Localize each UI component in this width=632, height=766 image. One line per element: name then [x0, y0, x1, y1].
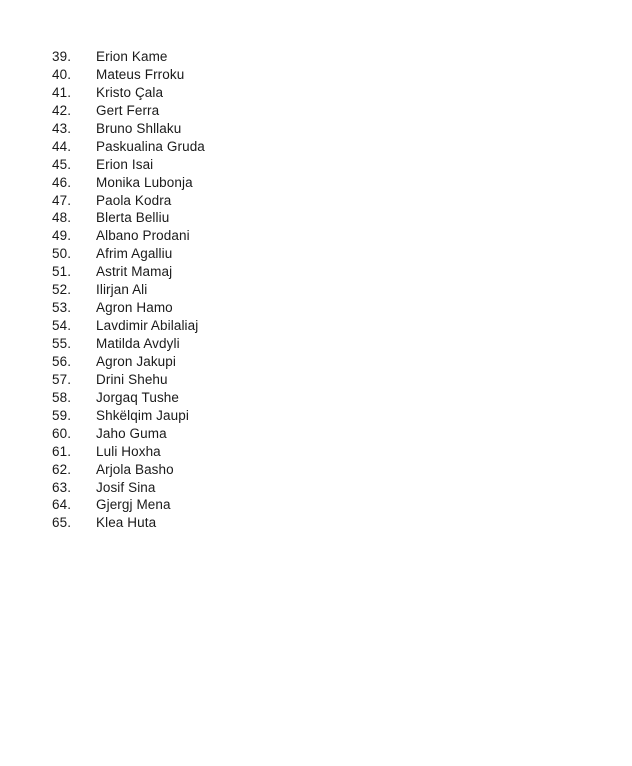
list-item — [52, 245, 205, 263]
list-item — [52, 461, 205, 479]
list-item-name: Lavdimir Abilaliaj — [96, 318, 199, 334]
list-item-number: 60. — [52, 425, 72, 441]
list-item-number: 45. — [52, 156, 72, 172]
list-item-number: 51. — [52, 264, 72, 280]
list-item — [52, 317, 205, 335]
list-item-number: 48. — [52, 210, 72, 226]
list-item — [52, 425, 205, 443]
list-item-name: Klea Huta — [96, 515, 157, 531]
list-item-number: 58. — [52, 389, 72, 405]
list-item-name: Jorgaq Tushe — [96, 389, 180, 405]
list-item-name: Kristo Çala — [96, 84, 164, 100]
list-item-number: 41. — [52, 84, 72, 100]
list-item-name: Matilda Avdyli — [96, 336, 180, 351]
list-item — [52, 209, 205, 227]
list-item-name: Drini Shehu — [96, 371, 168, 387]
list-item-number: 61. — [52, 443, 72, 459]
list-item-number: 63. — [52, 479, 72, 495]
list-item-number: 55. — [52, 336, 72, 351]
list-item — [52, 371, 205, 389]
list-item — [52, 192, 205, 210]
list-item-number: 53. — [52, 300, 72, 316]
list-item-number: 62. — [52, 461, 72, 477]
list-item — [52, 120, 205, 138]
list-item-name: Gjergj Mena — [96, 497, 171, 513]
list-item-number: 65. — [52, 515, 72, 531]
list-item-name: Josif Sina — [96, 479, 156, 495]
list-item-number: 44. — [52, 138, 72, 154]
list-item-number: 54. — [52, 318, 72, 334]
list-item — [52, 496, 205, 514]
list-item-number: 52. — [52, 282, 72, 298]
list-item — [52, 227, 205, 245]
list-item-number: 57. — [52, 371, 72, 387]
list-item-name: Luli Hoxha — [96, 443, 161, 459]
list-item — [52, 66, 205, 84]
list-item-name: Arjola Basho — [96, 461, 174, 477]
list-item — [52, 84, 205, 102]
list-item-number: 47. — [52, 192, 72, 208]
list-item-name: Blerta Belliu — [96, 210, 170, 226]
list-item-number: 50. — [52, 246, 72, 262]
list-item-name: Jaho Guma — [96, 425, 167, 441]
list-item-name: Shkëlqim Jaupi — [96, 407, 189, 423]
list-item — [52, 138, 205, 156]
list-item-name: Agron Hamo — [96, 300, 173, 316]
list-item-name: Paola Kodra — [96, 192, 172, 208]
list-item — [52, 389, 205, 407]
list-item-number: 42. — [52, 102, 72, 118]
list-item-name: Afrim Agalliu — [96, 246, 173, 262]
list-item-name: Albano Prodani — [96, 228, 190, 244]
list-item-number: 59. — [52, 407, 72, 423]
list-item-name: Ilirjan Ali — [96, 282, 148, 298]
list-item-name: Mateus Frroku — [96, 66, 185, 82]
list-item-name: Astrit Mamaj — [96, 264, 173, 280]
list-item — [52, 281, 205, 299]
list-item-number: 46. — [52, 174, 72, 190]
numbered-list — [52, 48, 205, 532]
list-item — [52, 102, 205, 120]
list-item-name: Bruno Shllaku — [96, 120, 182, 136]
list-item — [52, 299, 205, 317]
list-item — [52, 174, 205, 192]
list-item — [52, 48, 205, 66]
list-item-name: Erion Kame — [96, 49, 168, 64]
list-item — [52, 353, 205, 371]
list-item — [52, 263, 205, 281]
list-item-name: Agron Jakupi — [96, 353, 176, 369]
list-item-number: 43. — [52, 120, 72, 136]
list-item — [52, 335, 205, 353]
list-item-name: Erion Isai — [96, 156, 154, 172]
list-item — [52, 514, 205, 532]
list-item — [52, 407, 205, 425]
list-item-number: 40. — [52, 66, 72, 82]
list-item-number: 39. — [52, 49, 72, 64]
list-item-name: Monika Lubonja — [96, 174, 193, 190]
list-item-number: 64. — [52, 497, 72, 513]
list-item — [52, 479, 205, 497]
list-item — [52, 156, 205, 174]
list-item-name: Paskualina Gruda — [96, 138, 205, 154]
list-item-name: Gert Ferra — [96, 102, 160, 118]
list-item-number: 56. — [52, 353, 72, 369]
list-item — [52, 443, 205, 461]
list-item-number: 49. — [52, 228, 72, 244]
